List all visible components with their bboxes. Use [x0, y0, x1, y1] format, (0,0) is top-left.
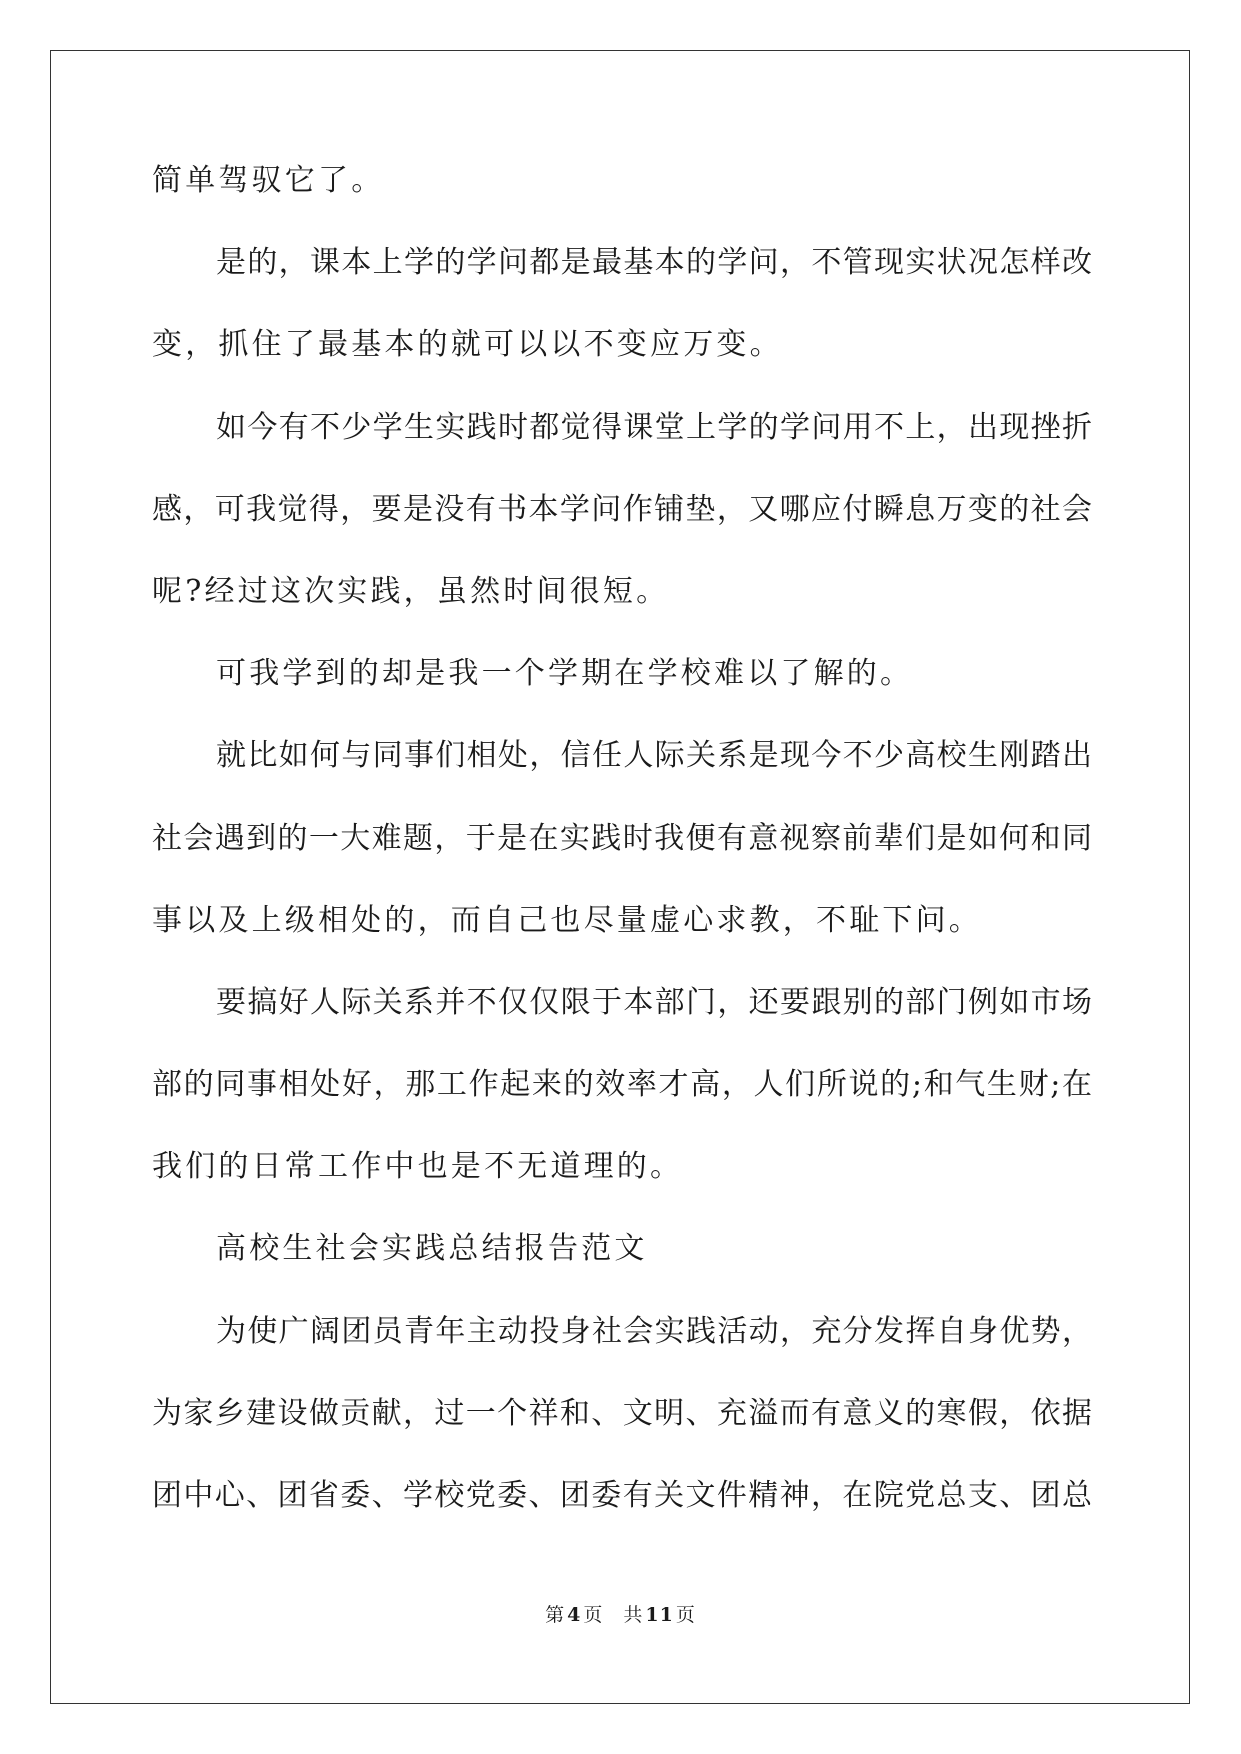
text-line: 就比如何与同事们相处，信任人际关系是现今不少高校生刚踏出	[216, 738, 1092, 774]
section-heading: 高校生社会实践总结报告范文	[216, 1231, 648, 1267]
document-body	[152, 161, 1092, 1558]
text-line: 为家乡建设做贡献，过一个祥和、文明、充溢而有意义的寒假，依据	[152, 1395, 1092, 1431]
text-line: 社会遇到的一大难题，于是在实践时我便有意视察前辈们是如何和同	[152, 820, 1092, 856]
text-line: 我们的日常工作中也是不无道理的。	[152, 1149, 684, 1185]
text-line: 为使广阔团员青年主动投身社会实践活动，充分发挥自身优势，	[216, 1313, 1092, 1349]
text-line: 变，抓住了最基本的就可以以不变应万变。	[152, 327, 783, 363]
text-line: 简单驾驭它了。	[152, 163, 385, 198]
text-line: 团中心、团省委、学校党委、团委有关文件精神，在院党总支、团总	[152, 1478, 1092, 1513]
total-pages-number: 11	[645, 1604, 674, 1626]
text-line: 感，可我觉得，要是没有书本学问作铺垫，又哪应付瞬息万变的社会	[152, 491, 1092, 527]
text-line: 如今有不少学生实践时都觉得课堂上学的学问用不上，出现挫折	[216, 409, 1092, 445]
footer-page-unit: 页	[583, 1604, 604, 1626]
footer-prefix: 第	[545, 1604, 566, 1626]
text-line: 部的同事相处好，那工作起来的效率才高，人们所说的;和气生财;在	[152, 1067, 1092, 1103]
footer-total-unit: 页	[675, 1604, 696, 1626]
text-line: 是的，课本上学的学问都是最基本的学问，不管现实状况怎样改	[216, 245, 1092, 281]
current-page-number: 4	[567, 1604, 582, 1626]
footer-total-prefix: 共	[623, 1604, 644, 1626]
text-line: 可我学到的却是我一个学期在学校难以了解的。	[216, 656, 914, 692]
page-footer	[0, 1600, 1241, 1627]
text-line: 事以及上级相处的，而自己也尽量虚心求教，不耻下问。	[152, 902, 982, 938]
text-line: 要搞好人际关系并不仅仅限于本部门，还要跟别的部门例如市场	[216, 984, 1092, 1020]
text-line: 呢?经过这次实践，虽然时间很短。	[152, 573, 670, 609]
